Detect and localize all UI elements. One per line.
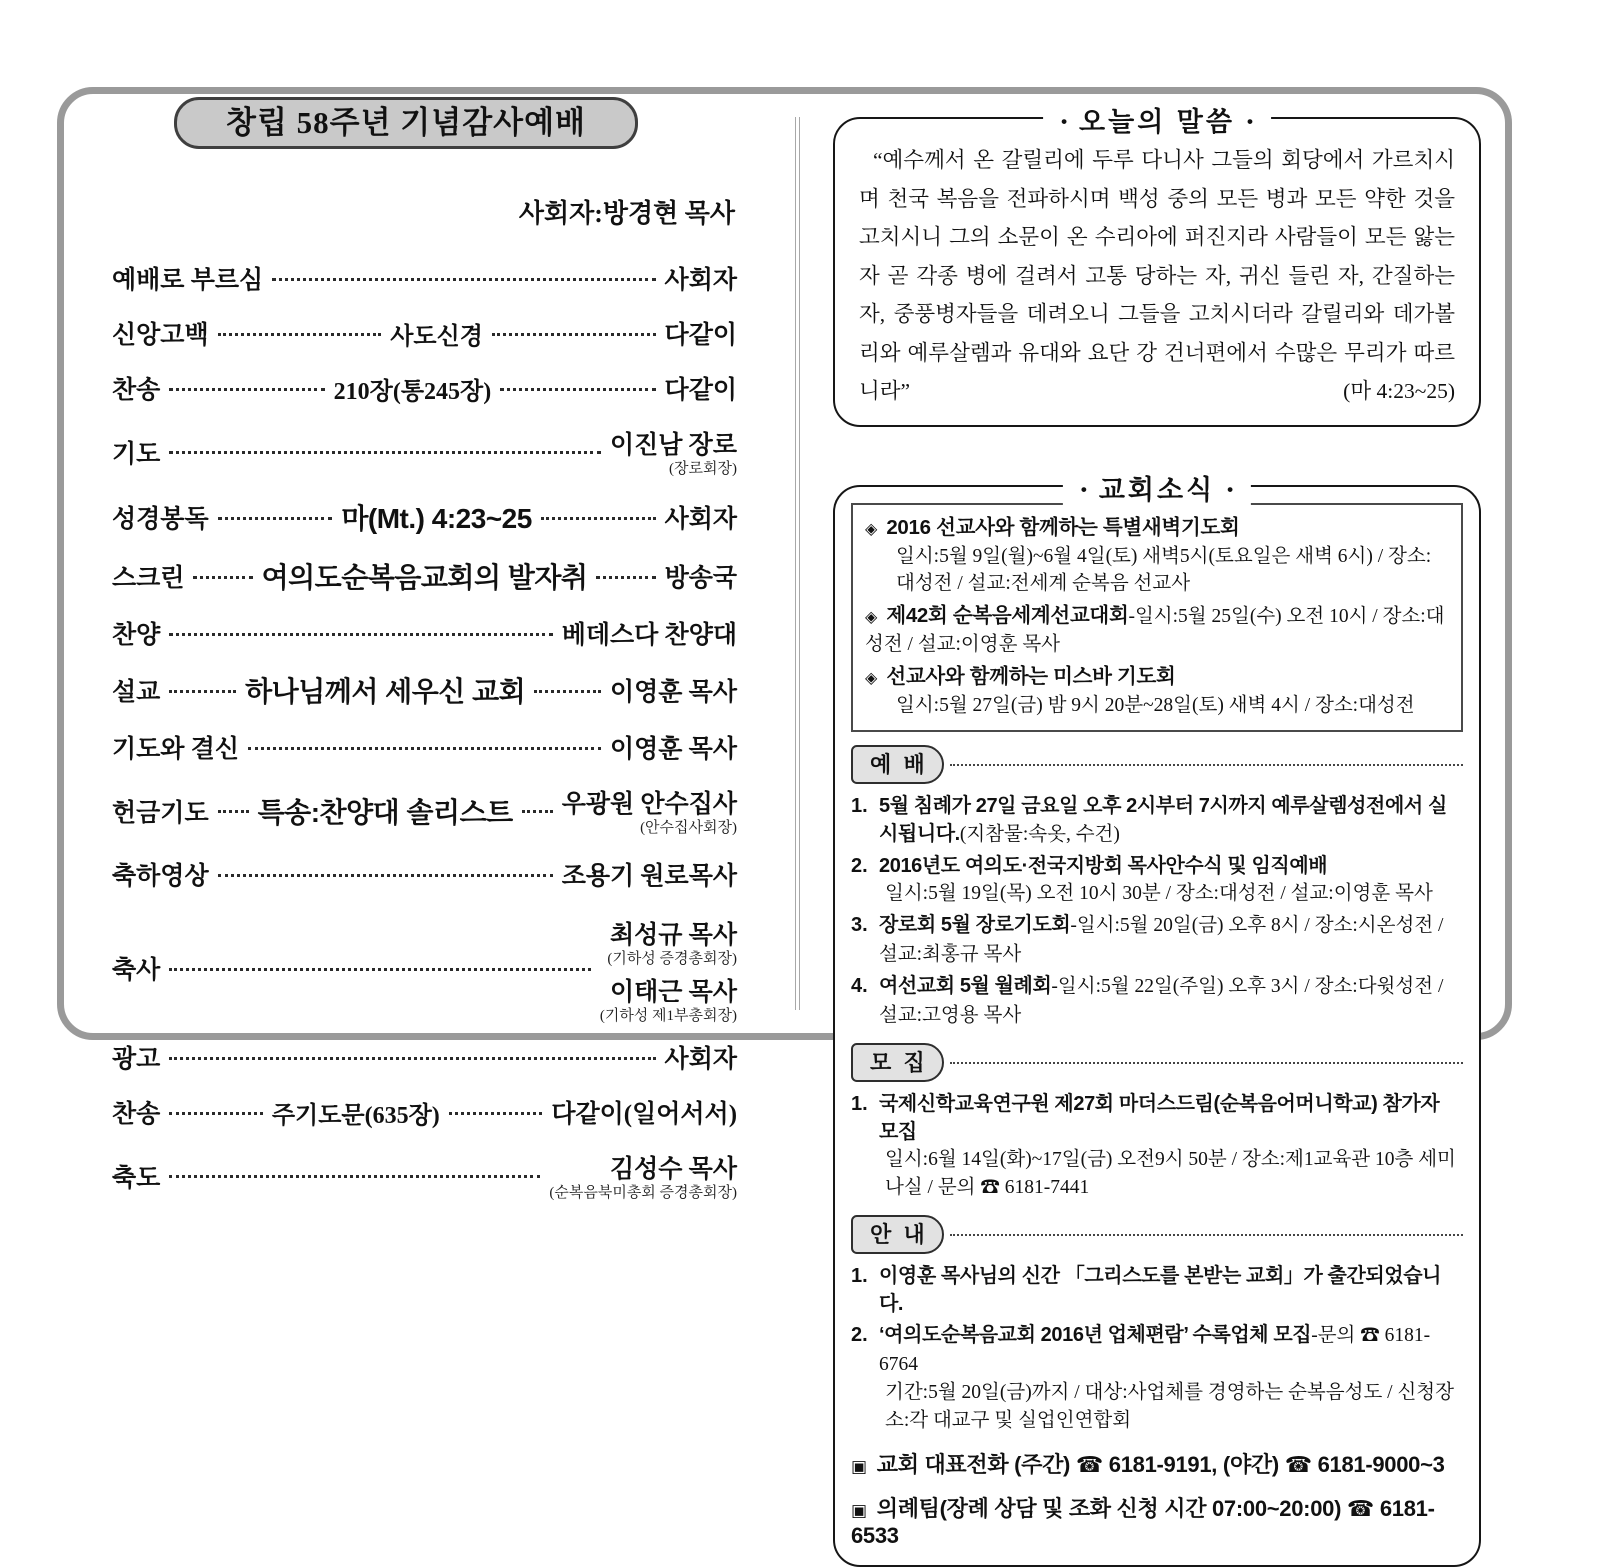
item-rest: -문의 ☎ 6181-6764 (879, 1324, 1431, 1375)
order-item-name: 사회자 (664, 1046, 737, 1073)
order-item-middle: 주기도문(635장) (271, 1102, 440, 1129)
order-item-label: 축도 (112, 1164, 161, 1192)
order-item-name: 김성수 목사 (609, 1156, 737, 1183)
order-item-right (665, 558, 737, 594)
order-item-right (665, 499, 737, 535)
square-bullet-icon: ▣ (851, 1456, 867, 1476)
highlight-box (851, 503, 1463, 732)
order-row (112, 497, 737, 537)
scripture-body: “예수께서 온 갈릴리에 두루 다니사 그들의 회당에서 가르치시며 천국 복음을 전파하시며 백성 중의 모든 병과 모든 약한 것을 고치시니 그의 소문이 온 수리아에 퍼진지라 사람들이 모든 앓는 자 곧 각종 병에 걸려서 고통 당하는 자, 귀신 들린 자, 간질하는 자, 중풍병자들을 데려오니 그들을 고치시더라 갈릴리와 데가볼리와 예루살렘과 유대와 요단 강 건너편에서 수많은 무리가 따르니라” (859, 148, 1455, 403)
dotted-leader (169, 1173, 540, 1178)
section-tab: 모 집 (851, 1043, 944, 1082)
dotted-leader (950, 1060, 1463, 1064)
bullet-icon: • (1246, 112, 1253, 131)
service-title-box: 창립 58주년 기념감사예배 (174, 97, 638, 149)
news-item (851, 1321, 1463, 1435)
footer-line (851, 1448, 1463, 1479)
item-number: 1. (851, 1264, 868, 1287)
order-item-label: 신앙고백 (112, 322, 209, 349)
order-item-label: 예배로 부르심 (112, 267, 264, 294)
order-item-right (665, 370, 737, 406)
order-item-name: 조용기 원로목사 (561, 863, 737, 890)
order-item-name: 최성규 목사 (609, 922, 737, 949)
order-item-right (610, 729, 737, 765)
word-panel (833, 107, 1481, 427)
order-item-label: 성경봉독 (112, 506, 209, 533)
dotted-leader (596, 574, 655, 579)
moderator-line: 사회자:방경현 목사 (518, 199, 735, 228)
order-row (112, 315, 737, 351)
item-number: 1. (851, 794, 868, 817)
dotted-leader (218, 872, 553, 877)
order-row (112, 1149, 737, 1202)
order-item-middle: 마(Mt.) 4:23~25 (341, 503, 532, 534)
dotted-leader (492, 331, 656, 336)
item-number: 3. (851, 913, 868, 936)
highlight-detail: 일시:5월 27일(금) 밤 9시 20분~28일(토) 새벽 4시 / 장소:대성전 (896, 694, 1415, 716)
order-item-right (665, 315, 737, 351)
order-item-name: 이진남 장로 (609, 432, 737, 459)
news-item (851, 852, 1463, 908)
order-item-label: 찬송 (112, 1101, 161, 1128)
item-detail: 일시:6월 14일(화)~17일(금) 오전9시 50분 / 장소:제1교육관 10층 세미나실 / 문의 ☎ 6181-7441 (885, 1148, 1456, 1198)
left-page (112, 97, 737, 1221)
news-section-recruit (851, 1043, 1463, 1202)
scripture-text (859, 141, 1455, 411)
section-tab: 예 배 (851, 745, 944, 784)
highlight-title: 제42회 순복음세계선교대회 (886, 603, 1129, 627)
highlight-title: 2016 선교사와 함께하는 특별새벽기도회 (886, 515, 1240, 539)
dotted-leader (169, 966, 591, 971)
order-item-name: 이영훈 목사 (609, 679, 737, 706)
news-title-text: 교회소식 (1098, 474, 1216, 505)
item-number: 4. (851, 974, 868, 997)
dotted-leader (522, 808, 553, 813)
order-item-middle: 여의도순복음교회의 발자취 (261, 562, 588, 593)
dotted-leader (193, 574, 252, 579)
item-title: 5월 침례가 27일 금요일 오후 2시부터 7시까지 예루살렘성전에서 실시됩니다. (879, 794, 1447, 845)
order-item-label: 스크린 (112, 565, 185, 592)
news-sections (851, 745, 1463, 1435)
bullet-icon: • (1061, 112, 1068, 131)
news-footer (851, 1448, 1463, 1549)
footer-line (851, 1492, 1463, 1549)
highlight-item (865, 602, 1449, 658)
bullet-icon: • (1227, 479, 1234, 499)
news-item (851, 792, 1463, 849)
order-item-middle: 특송:찬양대 솔리스트 (257, 796, 513, 828)
dotted-leader (169, 1055, 655, 1060)
order-item-subtitle: (순복음북미총회 증경총회장) (549, 1185, 737, 1201)
dotted-leader (272, 276, 655, 281)
item-title: 장로회 5월 장로기도회 (879, 913, 1071, 936)
order-item-right (551, 1094, 737, 1130)
order-row (112, 615, 737, 651)
news-section-notice (851, 1215, 1463, 1435)
dotted-leader (248, 745, 601, 750)
order-item-label: 축하영상 (112, 863, 209, 890)
news-item (851, 1090, 1463, 1202)
item-rest: (지참물:속옷, 수건) (959, 823, 1120, 845)
item-rest: -일시:5월 20일(금) 오후 8시 / 장소:시온성전 / 설교:최홍규 목사 (879, 914, 1444, 965)
order-item-label: 헌금기도 (112, 799, 209, 827)
order-list (112, 260, 737, 1202)
order-item-name: 이영훈 목사 (609, 736, 737, 763)
item-title: 여선교회 5월 월례회 (879, 974, 1052, 997)
order-item-name: 우광원 안수집사 (561, 791, 737, 818)
item-detail: 기간:5월 20일(금)까지 / 대상:사업체를 경영하는 순복음성도 / 신청장소:각 대교구 및 실업인연합회 (885, 1381, 1454, 1431)
order-item-label: 기도 (112, 440, 161, 468)
order-item-name: 사회자 (664, 506, 738, 533)
order-item-name: 방송국 (664, 565, 738, 592)
scripture-reference: (마 4:23~25) (1343, 379, 1455, 403)
word-panel-title (1043, 100, 1271, 139)
dotted-leader (169, 1110, 263, 1115)
section-items (851, 1262, 1463, 1435)
footer-text: 의례팀(장례 상담 및 조화 신청 시간 07:00~20:00) ☎ 6181-6533 (851, 1495, 1435, 1548)
news-item (851, 1262, 1463, 1318)
order-item-right (562, 784, 737, 837)
order-item-name: 다같이 (664, 322, 737, 349)
order-item-name: 다같이 (664, 377, 737, 404)
order-row (112, 1094, 737, 1130)
dotted-leader (541, 515, 656, 520)
item-number: 1. (851, 1092, 868, 1115)
order-item-subtitle: (안수집사회장) (640, 820, 737, 836)
square-bullet-icon: ▣ (851, 1500, 867, 1520)
order-item-label: 광고 (112, 1046, 161, 1073)
order-row (112, 556, 737, 596)
order-row (112, 670, 737, 710)
order-item-name: 이태근 목사 (609, 979, 737, 1006)
order-row (112, 425, 737, 478)
order-item-label: 찬송 (112, 377, 161, 404)
right-page (833, 97, 1481, 1567)
section-items (851, 792, 1463, 1030)
news-panel (833, 474, 1481, 1567)
order-item-middle: 하나님께서 세우신 교회 (245, 676, 526, 707)
order-item-label: 기도와 결신 (112, 736, 240, 763)
item-title: 2016년도 여의도·전국지방회 목사안수식 및 임직예배 (879, 854, 1328, 877)
highlight-detail: 일시:5월 9일(월)~6월 4일(토) 새벽5시(토요일은 새벽 6시) / 장소:대성전 / 설교:전세계 순복음 선교사 (896, 545, 1432, 594)
diamond-icon: ◈ (865, 520, 878, 538)
dotted-leader (500, 386, 655, 391)
order-item-name: 베데스다 찬양대 (561, 622, 737, 649)
highlight-item (865, 663, 1449, 719)
order-row (112, 1039, 737, 1075)
section-items (851, 1090, 1463, 1202)
order-row (112, 260, 737, 296)
news-panel-title (1063, 468, 1251, 507)
order-item-right (665, 1039, 737, 1075)
diamond-icon: ◈ (865, 608, 878, 626)
order-item-right (600, 911, 737, 1025)
order-item-label: 찬양 (112, 622, 161, 649)
dotted-leader (950, 1232, 1463, 1236)
diamond-icon: ◈ (865, 669, 878, 687)
footer-text: 교회 대표전화 (주간) ☎ 6181-9191, (야간) ☎ 6181-9000~3 (876, 1451, 1445, 1477)
dotted-leader (169, 449, 601, 454)
order-item-label: 축사 (112, 957, 161, 984)
order-item-right (610, 425, 737, 478)
order-item-right (549, 1149, 737, 1202)
dotted-leader (169, 631, 552, 636)
dotted-leader (218, 515, 333, 520)
highlight-item (865, 514, 1449, 597)
section-tab: 안 내 (851, 1215, 944, 1254)
dotted-leader (218, 331, 382, 336)
item-title: 국제신학교육연구원 제27회 마더스드림(순복음어머니학교) 참가자 모집 (879, 1092, 1440, 1143)
order-item-subtitle: (장로회장) (669, 461, 737, 477)
dotted-leader (218, 808, 249, 813)
order-item-middle: 사도신경 (390, 323, 483, 350)
highlight-title: 선교사와 함께하는 미스바 기도회 (886, 664, 1176, 688)
order-item-right (665, 260, 737, 296)
order-row (112, 784, 737, 837)
highlight-rest: -일시:5월 25일(수) 오전 10시 / 장소:대성전 / 설교:이영훈 목사 (865, 605, 1445, 655)
page-divider (795, 117, 800, 1010)
item-title: ‘여의도순복음교회 2016년 업체편람’ 수록업체 모집 (879, 1323, 1312, 1346)
dotted-leader (169, 688, 236, 693)
order-row (112, 370, 737, 406)
news-item (851, 972, 1463, 1030)
item-detail: 일시:5월 19일(목) 오전 10시 30분 / 장소:대성전 / 설교:이영훈 목사 (885, 882, 1433, 904)
dotted-leader (449, 1110, 543, 1115)
item-number: 2. (851, 854, 868, 877)
order-item-name: 사회자 (664, 267, 737, 294)
order-item-right (562, 615, 737, 651)
order-item-name: 다같이(일어서서) (551, 1101, 738, 1128)
order-item-right (562, 856, 737, 892)
order-item-subtitle: (기하성 제1부총회장) (599, 1008, 737, 1024)
dotted-leader (169, 386, 324, 391)
news-item (851, 911, 1463, 969)
bullet-icon: • (1080, 479, 1087, 499)
dotted-leader (534, 688, 601, 693)
order-row (112, 729, 737, 765)
order-item-label: 설교 (112, 679, 161, 706)
order-row (112, 911, 737, 1025)
order-row (112, 856, 737, 892)
order-item-middle: 210장(통245장) (333, 378, 492, 405)
item-title: 이영훈 목사님의 신간 「그리스도를 본받는 교회」가 출간되었습니다. (879, 1264, 1442, 1315)
order-item-right (610, 672, 737, 708)
dotted-leader (950, 762, 1463, 766)
news-section-worship (851, 745, 1463, 1030)
item-rest: -일시:5월 22일(주일) 오후 3시 / 장소:다윗성전 / 설교:고영용 목사 (879, 975, 1444, 1026)
order-item-subtitle: (기하성 증경총회장) (607, 951, 737, 967)
word-title-text: 오늘의 말씀 (1079, 107, 1235, 137)
item-number: 2. (851, 1323, 868, 1346)
